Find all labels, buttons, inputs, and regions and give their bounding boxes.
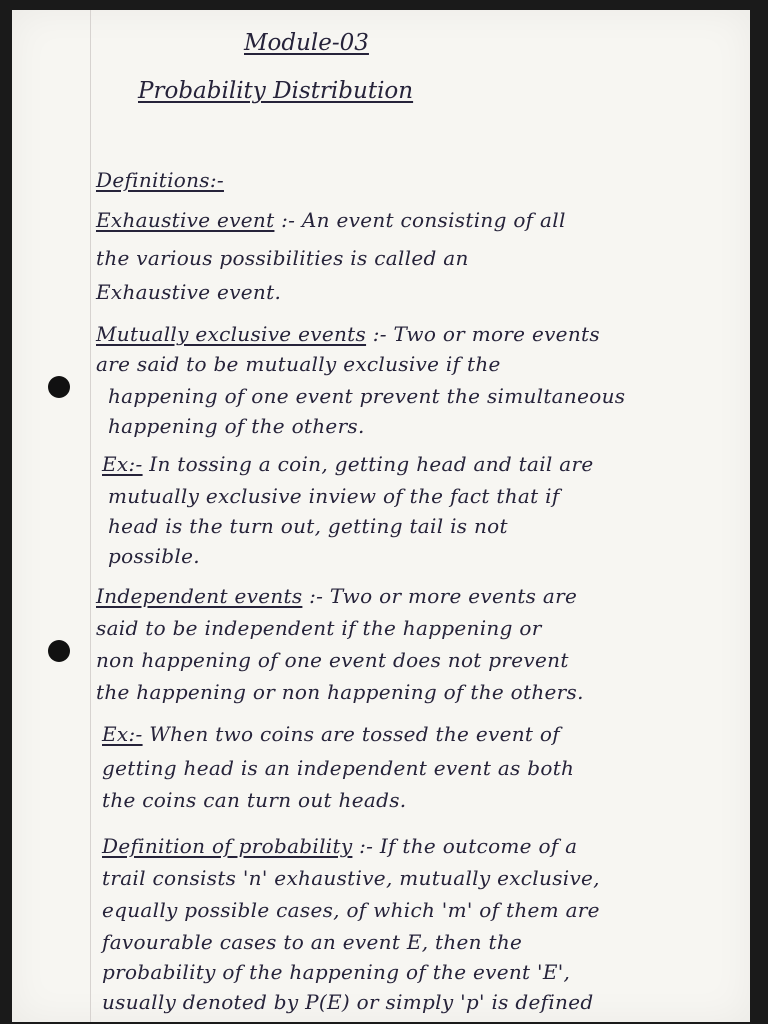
notebook-page [12, 10, 750, 1022]
exhaustive-line-2: the various possibilities is called an [96, 246, 469, 270]
probability-definition-term: Definition of probability [102, 834, 353, 858]
example-2-line-2: getting head is an independent event as both [102, 756, 575, 780]
exhaustive-line-3: Exhaustive event. [96, 280, 282, 304]
example-1-text-1: In tossing a coin, getting head and tail are [149, 452, 594, 476]
mutually-exclusive-line-3: happening of one event prevent the simultaneous [108, 384, 626, 408]
exhaustive-line-1 [96, 208, 566, 232]
example-1-label: Ex:- [102, 452, 143, 476]
exhaustive-term: Exhaustive event [96, 208, 275, 232]
margin-line [90, 10, 91, 1022]
independent-line-4: the happening or non happening of the others. [96, 680, 584, 704]
example-1-line-3: head is the turn out, getting tail is not [108, 514, 508, 538]
probability-definition-line-1 [102, 834, 577, 858]
page-title: Module-03 [244, 30, 369, 56]
probability-definition-line-4: favourable cases to an event E, then the [102, 930, 523, 954]
definitions-heading: Definitions:- [96, 168, 224, 192]
probability-definition-line-2: trail consists 'n' exhaustive, mutually exclusive, [102, 866, 600, 890]
independent-line-3: non happening of one event does not prevent [96, 648, 569, 672]
mutually-exclusive-line-4: happening of the others. [108, 414, 365, 438]
mutually-exclusive-text-1: :- Two or more events [372, 322, 600, 346]
probability-definition-text-1: :- If the outcome of a [359, 834, 578, 858]
example-2-line-3: the coins can turn out heads. [102, 788, 407, 812]
example-2-text-1: When two coins are tossed the event of [149, 722, 560, 746]
example-1-line-4: possible. [108, 544, 200, 568]
probability-definition-line-6: usually denoted by P(E) or simply 'p' is defined [102, 990, 594, 1014]
example-1-line-2: mutually exclusive inview of the fact that if [108, 484, 560, 508]
mutually-exclusive-line-1 [96, 322, 600, 346]
independent-text-1: :- Two or more events are [309, 584, 578, 608]
independent-term: Independent events [96, 584, 303, 608]
mutually-exclusive-line-2: are said to be mutually exclusive if the [96, 352, 501, 376]
example-2-label: Ex:- [102, 722, 143, 746]
page-subtitle: Probability Distribution [138, 78, 414, 104]
independent-line-1 [96, 584, 577, 608]
mutually-exclusive-term: Mutually exclusive events [96, 322, 367, 346]
example-1-line-1 [102, 452, 594, 476]
binder-hole-top [48, 376, 70, 398]
probability-definition-line-3: equally possible cases, of which 'm' of them are [102, 898, 600, 922]
binder-hole-bottom [48, 640, 70, 662]
example-2-line-1 [102, 722, 560, 746]
exhaustive-text-1: :- An event consisting of all [281, 208, 566, 232]
probability-definition-line-5: probability of the happening of the event 'E', [102, 960, 571, 984]
independent-line-2: said to be independent if the happening or [96, 616, 542, 640]
